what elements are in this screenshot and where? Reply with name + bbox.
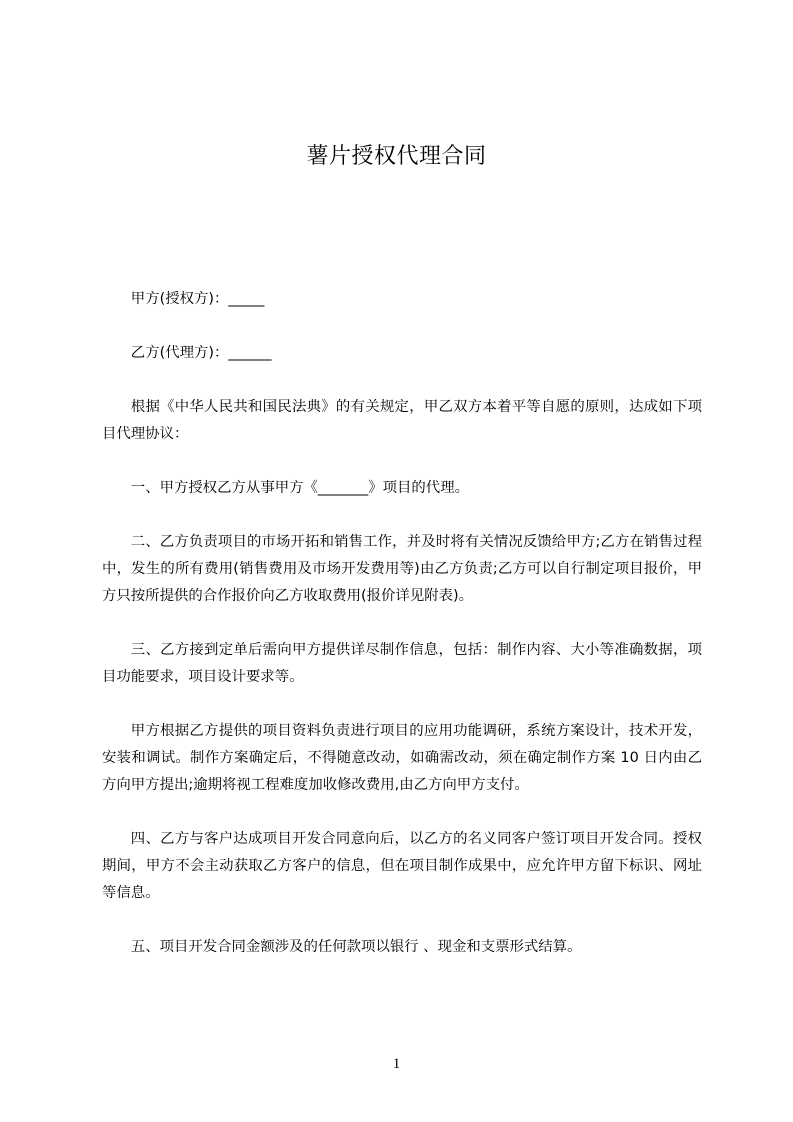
paragraph-gap (102, 610, 702, 637)
party-b-line: 乙方(代理方)：______ (130, 345, 272, 361)
party-a-line: 甲方(授权方)：_____ (130, 291, 265, 307)
paragraph-gap (102, 367, 702, 394)
page-number: 1 (392, 1056, 401, 1072)
contract-body (102, 286, 702, 961)
contract-title: 薯片授权代理合同 (306, 144, 487, 169)
clause-1: 一、甲方授权乙方从事甲方《_______》项目的代理。 (130, 480, 469, 496)
clause-2: 二、乙方负责项目的市场开拓和销售工作，并及时将有关情况反馈给甲方;乙方在销售过程中，发生的所有费用(销售费用及市场开发费用等)由乙方负责;乙方可以自行制定项目报价，甲方只按所提供的合作报价向乙方收取费用(报价详见附表)。 (102, 534, 702, 604)
paragraph-gap (102, 907, 702, 934)
clause-3: 三、乙方接到定单后需向甲方提供详尽制作信息，包括：制作内容、大小等准确数据，项目功能要求，项目设计要求等。 (102, 642, 702, 685)
preamble-paragraph: 根据《中华人民共和国民法典》的有关规定，甲乙双方本着平等自愿的原则，达成如下项目代理协议： (102, 399, 702, 442)
paragraph-gap (102, 448, 702, 475)
clause-5: 五、项目开发合同金额涉及的任何款项以银行 、现金和支票形式结算。 (130, 939, 582, 955)
paragraph-gap (102, 691, 702, 718)
paragraph-gap (102, 799, 702, 826)
clause-3-detail: 甲方根据乙方提供的项目资料负责进行项目的应用功能调研，系统方案设计，技术开发，安装和调试。制作方案确定后，不得随意改动，如确需改动，须在确定制作方案 10 日内由乙方向甲方提出;逾期将视工程难度加收修改费用,由乙方向甲方支付。 (102, 723, 702, 793)
paragraph-gap (102, 313, 702, 340)
paragraph-gap (102, 502, 702, 529)
clause-4: 四、乙方与客户达成项目开发合同意向后，以乙方的名义同客户签订项目开发合同。授权期间，甲方不会主动获取乙方客户的信息，但在项目制作成果中，应允许甲方留下标识、网址等信息。 (102, 831, 702, 901)
